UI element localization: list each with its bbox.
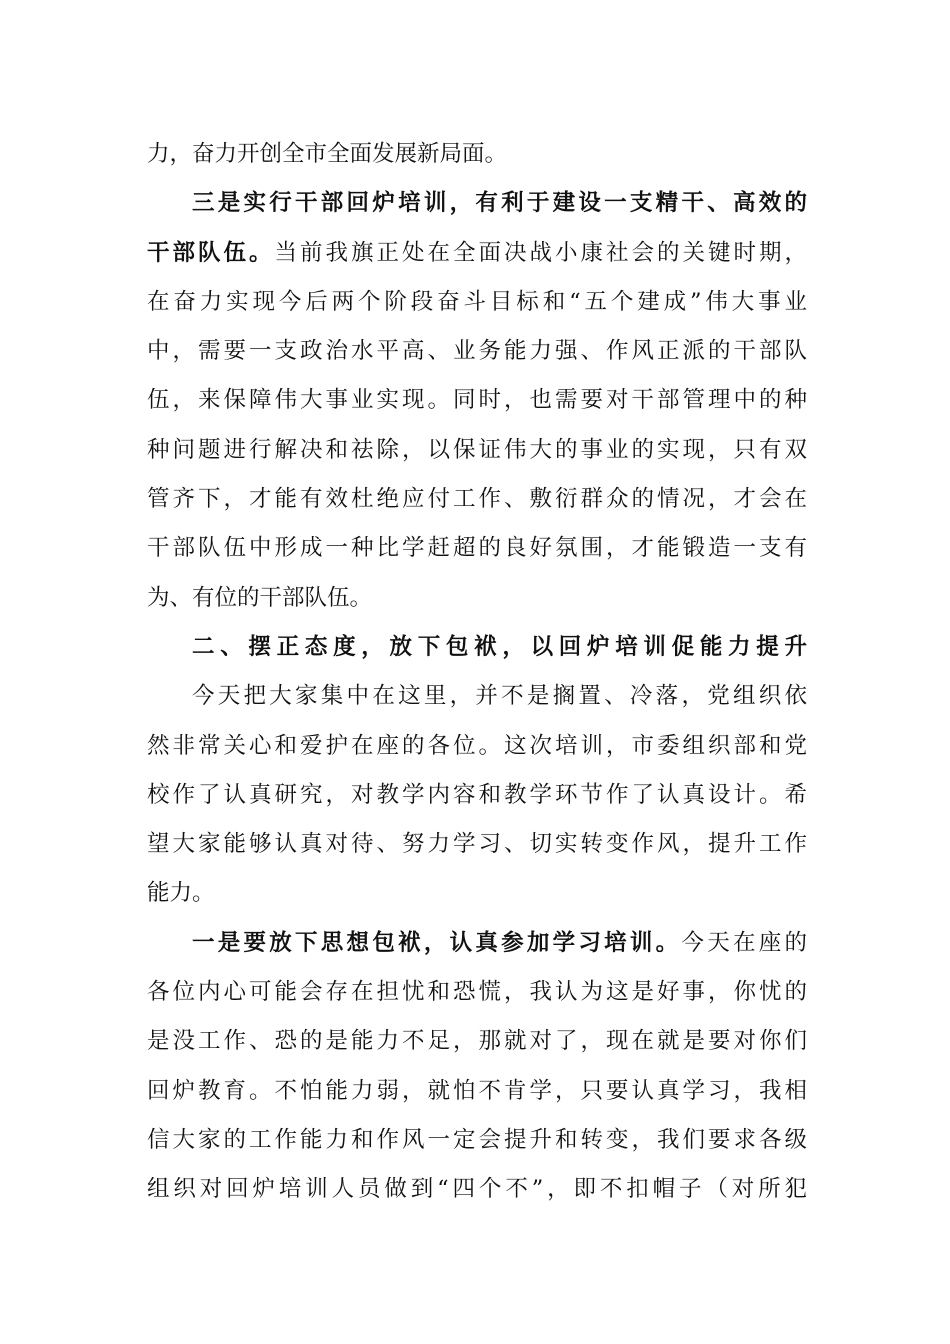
line-text: 为、有位的干部队伍。 — [147, 584, 373, 611]
line-text: 管齐下，才能有效杜绝应付工作、敷衍群众的情况，才会在 — [147, 486, 807, 513]
line-text: 回炉教育。不怕能力弱，就怕不肯学，只要认真学习，我相 — [147, 1077, 807, 1104]
line-text: 力，奋力开创全市全面发展新局面。 — [147, 141, 508, 167]
paragraph-line-6 — [147, 376, 807, 425]
line-text: 今天在座的 — [681, 929, 807, 956]
line-heading-text: 干部队伍。 — [147, 239, 275, 266]
paragraph-line-16 — [147, 869, 807, 918]
paragraph-line-20 — [147, 1067, 807, 1116]
line-text: 种问题进行解决和祛除，以保证伟大的事业的实现，只有双 — [147, 436, 807, 463]
paragraph-line-19 — [147, 1017, 807, 1066]
paragraph-line-21 — [147, 1116, 807, 1165]
line-heading-text: 三是实行干部回炉培训，有利于建设一支精干、高效的 — [192, 190, 807, 217]
section-heading — [147, 623, 807, 672]
line-text: 中，需要一支政治水平高、业务能力强、作风正派的干部队 — [147, 338, 807, 365]
line-text: 组织对回炉培训人员做到“四个不”，即不扣帽子（对所犯 — [147, 1176, 807, 1203]
line-heading-text: 一是要放下思想包袱，认真参加学习培训。 — [192, 929, 682, 956]
paragraph-line-15 — [147, 820, 807, 869]
paragraph-line-3 — [147, 229, 807, 278]
paragraph-line-12 — [147, 672, 807, 721]
line-text: 是没工作、恐的是能力不足，那就对了，现在就是要对你们 — [147, 1028, 807, 1055]
line-text: 伍，来保障伟大事业实现。同时，也需要对干部管理中的种 — [147, 387, 807, 414]
paragraph-line-22 — [147, 1165, 807, 1214]
paragraph-line-9 — [147, 524, 807, 573]
document-page — [147, 130, 807, 1215]
paragraph-line-13 — [147, 722, 807, 771]
paragraph-line-2 — [147, 179, 807, 228]
paragraph-line-5 — [147, 327, 807, 376]
line-text: 信大家的工作能力和作风一定会提升和转变，我们要求各级 — [147, 1126, 807, 1153]
line-text: 在奋力实现今后两个阶段奋斗目标和“五个建成”伟大事业 — [147, 288, 807, 315]
line-text: 当前我旗正处在全面决战小康社会的关键时期， — [274, 239, 807, 266]
paragraph-line-17 — [147, 919, 807, 968]
line-text: 今天把大家集中在这里，并不是搁置、冷落，党组织依 — [192, 683, 807, 710]
line-text: 望大家能够认真对待、努力学习、切实转变作风，提升工作 — [147, 831, 807, 858]
line-text: 干部队伍中形成一种比学赶超的良好氛围，才能锻造一支有 — [147, 535, 807, 562]
line-text: 各位内心可能会存在担忧和恐慌，我认为这是好事，你忧的 — [147, 979, 807, 1006]
paragraph-line-8 — [147, 475, 807, 524]
paragraph-line-4 — [147, 278, 807, 327]
line-text: 能力。 — [147, 880, 215, 907]
paragraph-line-7 — [147, 426, 807, 475]
line-text: 校作了认真研究，对教学内容和教学环节作了认真设计。希 — [147, 781, 807, 808]
paragraph-line-14 — [147, 771, 807, 820]
section-heading-text: 二、摆正态度，放下包袱，以回炉培训促能力提升 — [192, 633, 807, 660]
paragraph-line-1 — [147, 130, 807, 179]
paragraph-line-18 — [147, 968, 807, 1017]
paragraph-line-10 — [147, 574, 807, 623]
line-text: 然非常关心和爱护在座的各位。这次培训，市委组织部和党 — [147, 732, 807, 759]
